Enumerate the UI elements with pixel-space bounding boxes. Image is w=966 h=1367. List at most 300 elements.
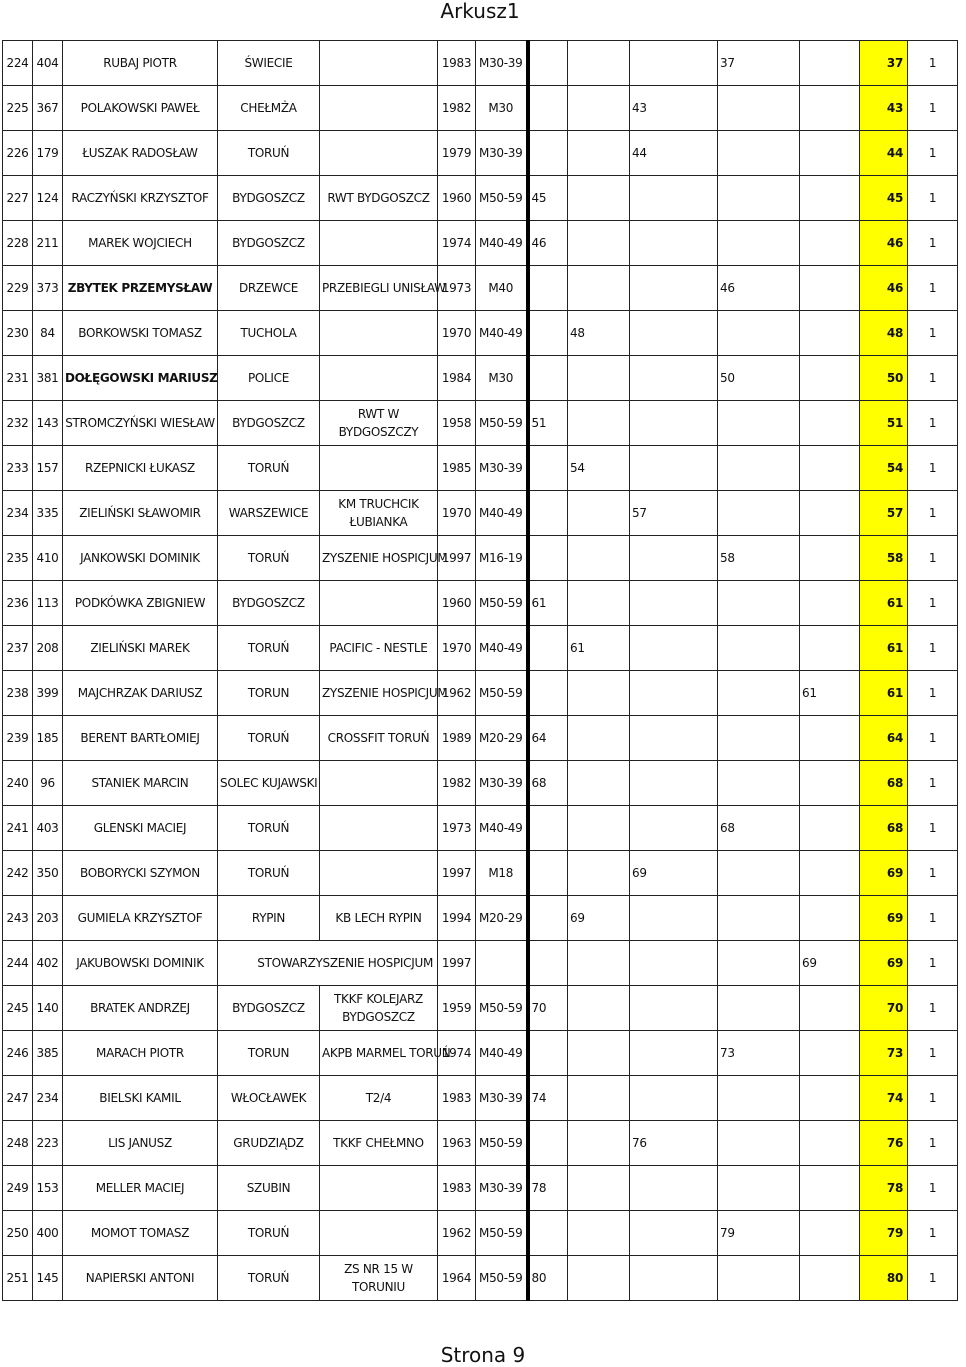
race-score-cell: [568, 986, 630, 1031]
race-score-cell: [630, 761, 718, 806]
city-cell: TORUŃ: [218, 851, 320, 896]
bib-number-cell: 399: [33, 671, 63, 716]
race-score-cell: [568, 1211, 630, 1256]
birth-year-cell: 1958: [438, 401, 476, 446]
category-cell: M30: [476, 86, 528, 131]
place-cell: 227: [3, 176, 33, 221]
race-count-cell: 1: [908, 131, 958, 176]
bib-number-cell: 373: [33, 266, 63, 311]
race-score-cell: [568, 806, 630, 851]
name-cell: PODKÓWKA ZBIGNIEW: [63, 581, 218, 626]
city-cell: TORUN: [218, 671, 320, 716]
race-score-cell: 68: [718, 806, 800, 851]
race-score-cell: [568, 1256, 630, 1301]
total-points-cell: 45: [860, 176, 908, 221]
birth-year-cell: 1960: [438, 176, 476, 221]
race-score-cell: [630, 671, 718, 716]
race-score-cell: [630, 1166, 718, 1211]
race-score-cell: [718, 311, 800, 356]
name-cell: RUBAJ PIOTR: [63, 41, 218, 86]
race-count-cell: 1: [908, 716, 958, 761]
club-cell: STOWARZYSZENIE HOSPICJUM: [218, 941, 438, 986]
birth-year-cell: 1963: [438, 1121, 476, 1166]
race-count-cell: 1: [908, 1076, 958, 1121]
results-table: [2, 40, 958, 1301]
birth-year-cell: 1984: [438, 356, 476, 401]
race-score-cell: [568, 1166, 630, 1211]
place-cell: 243: [3, 896, 33, 941]
race-score-cell: [630, 401, 718, 446]
place-cell: 249: [3, 1166, 33, 1211]
race-score-cell: 64: [528, 716, 568, 761]
city-cell: TORUŃ: [218, 446, 320, 491]
race-score-cell: [630, 806, 718, 851]
race-score-cell: [568, 851, 630, 896]
table-row: [3, 626, 958, 671]
category-cell: M50-59: [476, 1211, 528, 1256]
city-cell: TORUŃ: [218, 626, 320, 671]
club-cell: RWT W BYDGOSZCZY: [320, 401, 438, 446]
bib-number-cell: 223: [33, 1121, 63, 1166]
race-score-cell: [528, 626, 568, 671]
race-score-cell: [800, 896, 860, 941]
total-points-cell: 43: [860, 86, 908, 131]
birth-year-cell: 1979: [438, 131, 476, 176]
name-cell: NAPIERSKI ANTONI: [63, 1256, 218, 1301]
category-cell: M40: [476, 266, 528, 311]
city-cell: TORUN: [218, 1031, 320, 1076]
bib-number-cell: 143: [33, 401, 63, 446]
city-cell: TORUŃ: [218, 1256, 320, 1301]
total-points-cell: 76: [860, 1121, 908, 1166]
race-score-cell: [718, 176, 800, 221]
race-score-cell: [568, 266, 630, 311]
category-cell: M40-49: [476, 221, 528, 266]
city-cell: TORUŃ: [218, 806, 320, 851]
race-score-cell: 43: [630, 86, 718, 131]
name-cell: LIS JANUSZ: [63, 1121, 218, 1166]
category-cell: M40-49: [476, 491, 528, 536]
race-count-cell: 1: [908, 941, 958, 986]
club-cell: PACIFIC - NESTLE: [320, 626, 438, 671]
total-points-cell: 61: [860, 581, 908, 626]
race-score-cell: 70: [528, 986, 568, 1031]
total-points-cell: 57: [860, 491, 908, 536]
race-score-cell: 46: [718, 266, 800, 311]
race-score-cell: [800, 86, 860, 131]
race-score-cell: [800, 491, 860, 536]
club-cell: [320, 581, 438, 626]
birth-year-cell: 1960: [438, 581, 476, 626]
birth-year-cell: 1962: [438, 671, 476, 716]
name-cell: MAREK WOJCIECH: [63, 221, 218, 266]
bib-number-cell: 140: [33, 986, 63, 1031]
race-score-cell: [568, 356, 630, 401]
place-cell: 229: [3, 266, 33, 311]
bib-number-cell: 96: [33, 761, 63, 806]
club-cell: CROSSFIT TORUŃ: [320, 716, 438, 761]
race-score-cell: [630, 536, 718, 581]
place-cell: 233: [3, 446, 33, 491]
race-score-cell: [718, 716, 800, 761]
club-cell: [320, 356, 438, 401]
bib-number-cell: 84: [33, 311, 63, 356]
club-cell: [320, 851, 438, 896]
club-cell: KM TRUCHCIK ŁUBIANKA: [320, 491, 438, 536]
birth-year-cell: 1997: [438, 536, 476, 581]
birth-year-cell: 1973: [438, 266, 476, 311]
race-count-cell: 1: [908, 41, 958, 86]
city-cell: SZUBIN: [218, 1166, 320, 1211]
club-cell: [320, 86, 438, 131]
race-score-cell: [800, 626, 860, 671]
table-row: [3, 671, 958, 716]
name-cell: MELLER MACIEJ: [63, 1166, 218, 1211]
place-cell: 250: [3, 1211, 33, 1256]
bib-number-cell: 153: [33, 1166, 63, 1211]
race-score-cell: [800, 1166, 860, 1211]
race-score-cell: [800, 1031, 860, 1076]
race-score-cell: [718, 401, 800, 446]
birth-year-cell: 1985: [438, 446, 476, 491]
table-row: [3, 356, 958, 401]
table-row: [3, 446, 958, 491]
table-row: [3, 536, 958, 581]
club-cell: ZYSZENIE HOSPICJUM: [320, 671, 438, 716]
place-cell: 230: [3, 311, 33, 356]
table-row: [3, 806, 958, 851]
club-cell: PRZEBIEGLI UNISŁAW: [320, 266, 438, 311]
total-points-cell: 50: [860, 356, 908, 401]
race-score-cell: [718, 581, 800, 626]
birth-year-cell: 1997: [438, 851, 476, 896]
race-score-cell: [528, 1211, 568, 1256]
race-score-cell: [718, 1076, 800, 1121]
place-cell: 246: [3, 1031, 33, 1076]
race-score-cell: [568, 1031, 630, 1076]
race-score-cell: [800, 311, 860, 356]
race-count-cell: 1: [908, 1166, 958, 1211]
city-cell: SOLEC KUJAWSKI: [218, 761, 320, 806]
name-cell: DOŁĘGOWSKI MARIUSZ: [63, 356, 218, 401]
race-score-cell: [568, 86, 630, 131]
race-score-cell: 74: [528, 1076, 568, 1121]
race-score-cell: 45: [528, 176, 568, 221]
club-cell: [320, 41, 438, 86]
race-count-cell: 1: [908, 896, 958, 941]
race-score-cell: [800, 761, 860, 806]
place-cell: 232: [3, 401, 33, 446]
place-cell: 248: [3, 1121, 33, 1166]
race-count-cell: 1: [908, 671, 958, 716]
bib-number-cell: 211: [33, 221, 63, 266]
name-cell: JAKUBOWSKI DOMINIK: [63, 941, 218, 986]
total-points-cell: 68: [860, 761, 908, 806]
place-cell: 247: [3, 1076, 33, 1121]
race-score-cell: [568, 1076, 630, 1121]
club-cell: RWT BYDGOSZCZ: [320, 176, 438, 221]
race-score-cell: [528, 491, 568, 536]
race-score-cell: [800, 401, 860, 446]
bib-number-cell: 403: [33, 806, 63, 851]
bib-number-cell: 157: [33, 446, 63, 491]
race-score-cell: 61: [568, 626, 630, 671]
race-score-cell: 76: [630, 1121, 718, 1166]
race-score-cell: [630, 356, 718, 401]
club-cell: [320, 311, 438, 356]
race-score-cell: [800, 266, 860, 311]
bib-number-cell: 350: [33, 851, 63, 896]
place-cell: 231: [3, 356, 33, 401]
race-count-cell: 1: [908, 761, 958, 806]
race-score-cell: 80: [528, 1256, 568, 1301]
name-cell: RACZYŃSKI KRZYSZTOF: [63, 176, 218, 221]
name-cell: ZIELIŃSKI SŁAWOMIR: [63, 491, 218, 536]
table-row: [3, 851, 958, 896]
race-score-cell: 69: [568, 896, 630, 941]
birth-year-cell: 1974: [438, 1031, 476, 1076]
city-cell: TORUŃ: [218, 131, 320, 176]
bib-number-cell: 208: [33, 626, 63, 671]
race-score-cell: [718, 1256, 800, 1301]
category-cell: M20-29: [476, 896, 528, 941]
club-cell: ZS NR 15 W TORUNIU: [320, 1256, 438, 1301]
race-score-cell: [630, 581, 718, 626]
name-cell: STROMCZYŃSKI WIESŁAW: [63, 401, 218, 446]
table-row: [3, 131, 958, 176]
table-row: [3, 221, 958, 266]
race-score-cell: [630, 626, 718, 671]
race-score-cell: [568, 221, 630, 266]
bib-number-cell: 410: [33, 536, 63, 581]
race-score-cell: 51: [528, 401, 568, 446]
race-score-cell: [528, 851, 568, 896]
race-score-cell: [800, 1076, 860, 1121]
race-score-cell: [568, 716, 630, 761]
total-points-cell: 74: [860, 1076, 908, 1121]
race-score-cell: [800, 581, 860, 626]
place-cell: 244: [3, 941, 33, 986]
name-cell: BRATEK ANDRZEJ: [63, 986, 218, 1031]
place-cell: 235: [3, 536, 33, 581]
birth-year-cell: 1982: [438, 761, 476, 806]
race-score-cell: [718, 86, 800, 131]
club-cell: AKPB MARMEL TORUŃ: [320, 1031, 438, 1076]
bib-number-cell: 203: [33, 896, 63, 941]
name-cell: RZEPNICKI ŁUKASZ: [63, 446, 218, 491]
bib-number-cell: 124: [33, 176, 63, 221]
category-cell: M50-59: [476, 986, 528, 1031]
name-cell: JANKOWSKI DOMINIK: [63, 536, 218, 581]
race-score-cell: [718, 671, 800, 716]
bib-number-cell: 367: [33, 86, 63, 131]
race-score-cell: [568, 941, 630, 986]
race-score-cell: [568, 491, 630, 536]
race-score-cell: [718, 1166, 800, 1211]
bib-number-cell: 381: [33, 356, 63, 401]
club-cell: [320, 1166, 438, 1211]
total-points-cell: 61: [860, 671, 908, 716]
name-cell: ZBYTEK PRZEMYSŁAW: [63, 266, 218, 311]
race-score-cell: [568, 131, 630, 176]
club-cell: [320, 131, 438, 176]
city-cell: RYPIN: [218, 896, 320, 941]
race-score-cell: 79: [718, 1211, 800, 1256]
name-cell: STANIEK MARCIN: [63, 761, 218, 806]
race-score-cell: [630, 41, 718, 86]
bib-number-cell: 402: [33, 941, 63, 986]
name-cell: MOMOT TOMASZ: [63, 1211, 218, 1256]
race-count-cell: 1: [908, 1121, 958, 1166]
place-cell: 241: [3, 806, 33, 851]
race-score-cell: [568, 1121, 630, 1166]
race-score-cell: [800, 176, 860, 221]
birth-year-cell: 1983: [438, 1166, 476, 1211]
birth-year-cell: 1997: [438, 941, 476, 986]
category-cell: M30-39: [476, 41, 528, 86]
birth-year-cell: 1973: [438, 806, 476, 851]
page-footer: Strona 9: [440, 1343, 526, 1367]
place-cell: 239: [3, 716, 33, 761]
place-cell: 228: [3, 221, 33, 266]
total-points-cell: 80: [860, 1256, 908, 1301]
club-cell: KB LECH RYPIN: [320, 896, 438, 941]
name-cell: GUMIELA KRZYSZTOF: [63, 896, 218, 941]
race-score-cell: [630, 1256, 718, 1301]
table-row: [3, 986, 958, 1031]
race-score-cell: [630, 176, 718, 221]
category-cell: M40-49: [476, 1031, 528, 1076]
race-score-cell: 57: [630, 491, 718, 536]
total-points-cell: 46: [860, 221, 908, 266]
results-table-body: [3, 41, 958, 1301]
race-score-cell: 48: [568, 311, 630, 356]
bib-number-cell: 145: [33, 1256, 63, 1301]
race-score-cell: 69: [630, 851, 718, 896]
category-cell: [476, 941, 528, 986]
birth-year-cell: 1970: [438, 626, 476, 671]
race-score-cell: [568, 671, 630, 716]
category-cell: M50-59: [476, 176, 528, 221]
place-cell: 236: [3, 581, 33, 626]
category-cell: M30-39: [476, 446, 528, 491]
table-row: [3, 761, 958, 806]
race-score-cell: [630, 266, 718, 311]
race-score-cell: [630, 716, 718, 761]
race-score-cell: [718, 761, 800, 806]
name-cell: BORKOWSKI TOMASZ: [63, 311, 218, 356]
club-cell: TKKF CHEŁMNO: [320, 1121, 438, 1166]
race-score-cell: 68: [528, 761, 568, 806]
city-cell: TORUŃ: [218, 1211, 320, 1256]
total-points-cell: 68: [860, 806, 908, 851]
club-cell: T2/4: [320, 1076, 438, 1121]
race-score-cell: [528, 266, 568, 311]
table-row: [3, 1166, 958, 1211]
race-count-cell: 1: [908, 851, 958, 896]
place-cell: 225: [3, 86, 33, 131]
category-cell: M30-39: [476, 761, 528, 806]
race-score-cell: [718, 131, 800, 176]
race-score-cell: [630, 1031, 718, 1076]
category-cell: M40-49: [476, 311, 528, 356]
city-cell: ŚWIECIE: [218, 41, 320, 86]
race-score-cell: 37: [718, 41, 800, 86]
total-points-cell: 37: [860, 41, 908, 86]
race-count-cell: 1: [908, 86, 958, 131]
city-cell: BYDGOSZCZ: [218, 986, 320, 1031]
race-score-cell: [568, 761, 630, 806]
race-score-cell: 78: [528, 1166, 568, 1211]
table-row: [3, 401, 958, 446]
name-cell: ŁUSZAK RADOSŁAW: [63, 131, 218, 176]
bib-number-cell: 179: [33, 131, 63, 176]
city-cell: TUCHOLA: [218, 311, 320, 356]
club-cell: [320, 446, 438, 491]
table-row: [3, 1121, 958, 1166]
birth-year-cell: 1959: [438, 986, 476, 1031]
race-score-cell: [568, 536, 630, 581]
total-points-cell: 78: [860, 1166, 908, 1211]
total-points-cell: 69: [860, 896, 908, 941]
race-score-cell: 50: [718, 356, 800, 401]
race-score-cell: [528, 86, 568, 131]
category-cell: M50-59: [476, 671, 528, 716]
place-cell: 245: [3, 986, 33, 1031]
race-count-cell: 1: [908, 446, 958, 491]
table-row: [3, 86, 958, 131]
total-points-cell: 44: [860, 131, 908, 176]
birth-year-cell: 1994: [438, 896, 476, 941]
category-cell: M50-59: [476, 1121, 528, 1166]
place-cell: 238: [3, 671, 33, 716]
table-row: [3, 1256, 958, 1301]
race-score-cell: [528, 806, 568, 851]
race-score-cell: 61: [800, 671, 860, 716]
name-cell: ZIELIŃSKI MAREK: [63, 626, 218, 671]
category-cell: M50-59: [476, 401, 528, 446]
club-cell: TKKF KOLEJARZ BYDGOSZCZ: [320, 986, 438, 1031]
table-row: [3, 896, 958, 941]
table-row: [3, 266, 958, 311]
total-points-cell: 48: [860, 311, 908, 356]
table-row: [3, 176, 958, 221]
race-count-cell: 1: [908, 176, 958, 221]
city-cell: TORUŃ: [218, 536, 320, 581]
total-points-cell: 51: [860, 401, 908, 446]
city-cell: TORUŃ: [218, 716, 320, 761]
city-cell: BYDGOSZCZ: [218, 581, 320, 626]
city-cell: GRUDZIĄDZ: [218, 1121, 320, 1166]
race-score-cell: [718, 986, 800, 1031]
total-points-cell: 70: [860, 986, 908, 1031]
race-score-cell: [528, 671, 568, 716]
table-row: [3, 581, 958, 626]
race-score-cell: [718, 941, 800, 986]
race-score-cell: [528, 1031, 568, 1076]
race-score-cell: [630, 221, 718, 266]
table-row: [3, 1211, 958, 1256]
birth-year-cell: 1982: [438, 86, 476, 131]
race-count-cell: 1: [908, 1256, 958, 1301]
total-points-cell: 54: [860, 446, 908, 491]
birth-year-cell: 1989: [438, 716, 476, 761]
category-cell: M40-49: [476, 626, 528, 671]
club-cell: [320, 761, 438, 806]
race-score-cell: [800, 1121, 860, 1166]
table-row: [3, 941, 958, 986]
race-score-cell: [800, 1256, 860, 1301]
